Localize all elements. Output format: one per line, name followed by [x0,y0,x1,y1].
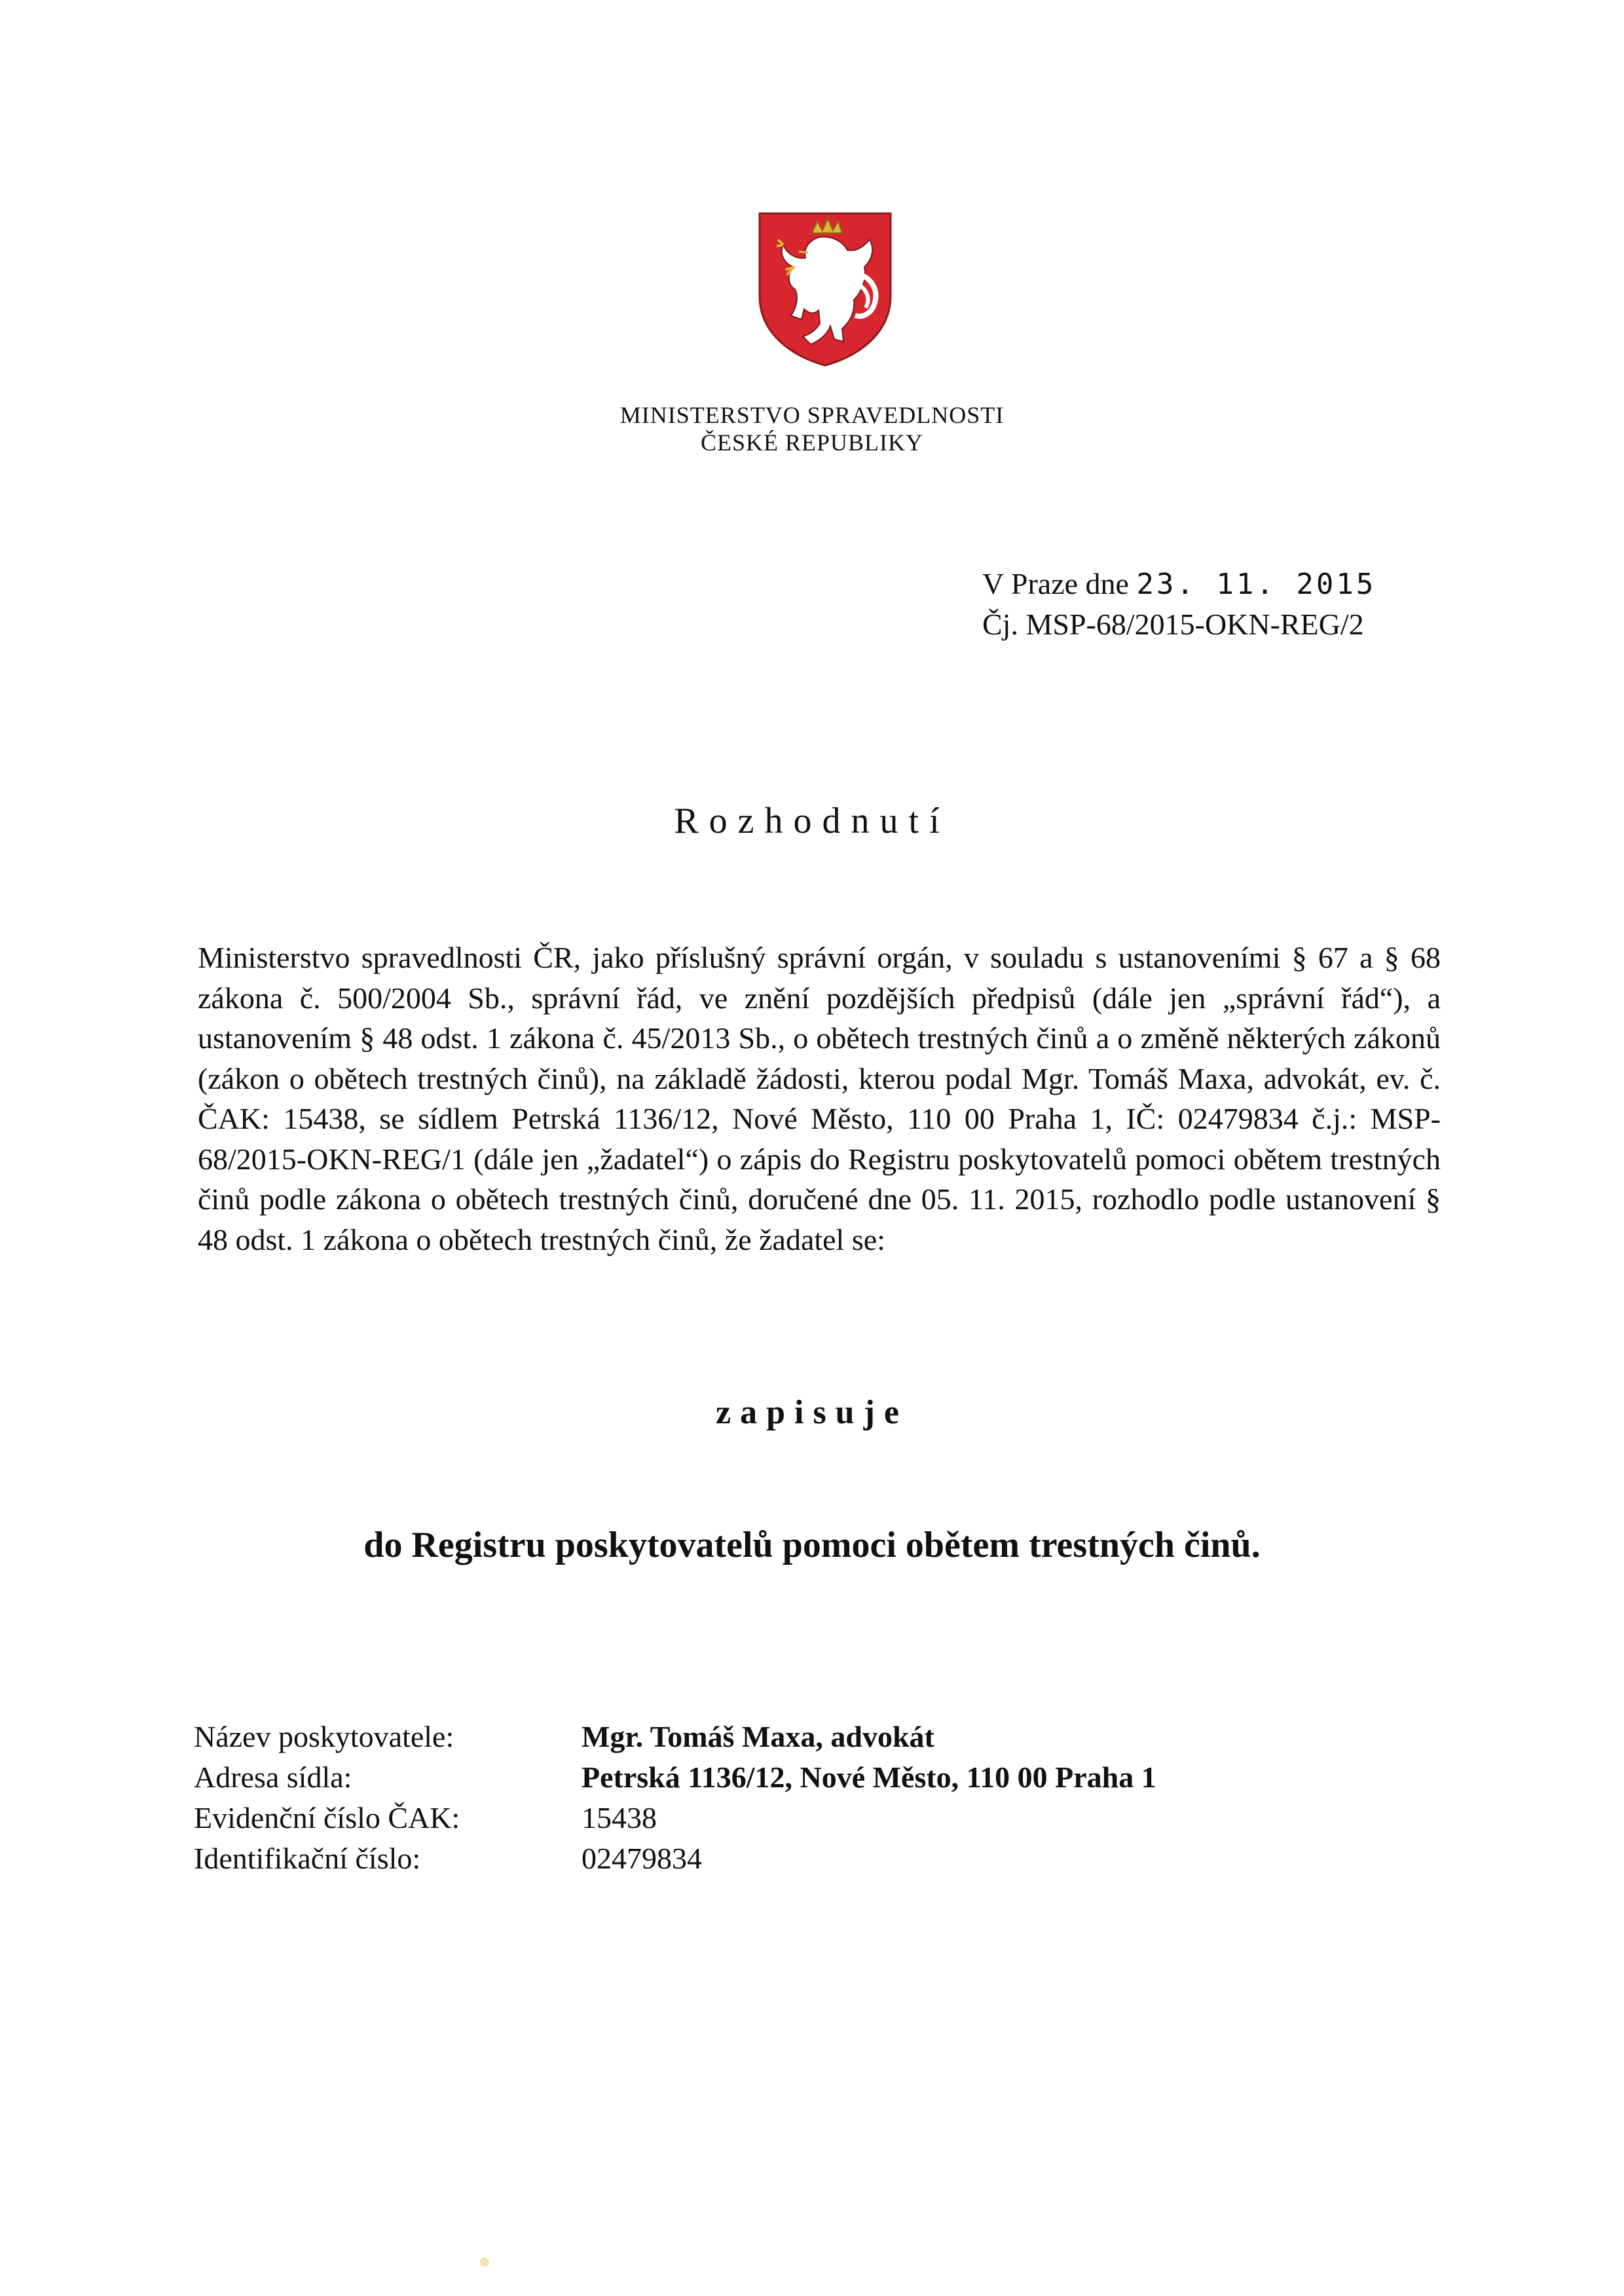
ministry-name-line1: MINISTERSTVO SPRAVEDLNOSTI [619,402,1005,428]
czech-coat-of-arms-icon [757,211,893,368]
ministry-name-line2: ČESKÉ REPUBLIKY [700,429,924,456]
provider-cak-label: Evidenční číslo ČAK: [194,1801,460,1834]
document-title: Rozhodnutí [674,801,950,841]
date-line [982,566,1376,603]
provider-cak-value: 15438 [581,1801,657,1834]
provider-name-value: Mgr. Tomáš Maxa, advokát [581,1720,934,1753]
provider-ico-label: Identifikační číslo: [194,1842,421,1875]
date-prefix: V Praze dne [982,567,1129,600]
register-line: do Registru poskytovatelů pomoci obětem trestných činů. [363,1525,1261,1565]
provider-ico-value: 02479834 [581,1842,702,1875]
reference-number: Čj. MSP-68/2015-OKN-REG/2 [982,608,1364,641]
date-stamp: 23. 11. 2015 [1136,568,1376,601]
provider-name-label: Název poskytovatele: [194,1720,454,1753]
provider-address-label: Adresa sídla: [194,1760,352,1794]
decision-body-text: Ministerstvo spravedlnosti ČR, jako příslušný správní orgán, v souladu s ustanoveními § 67 a § 68 zákona č. 500/2004 Sb., správní řád, ve znění pozdějších předpisů (dále jen „správní řád“), a ustanovením § 48 odst. 1 zákona č. 45/2013 Sb., o obětech trestných činů a o změně některých zákonů (zákon o obětech trestných činů), na základě žádosti, kterou podal Mgr. Tomáš Maxa, advokát, ev. č. ČAK: 15438, se sídlem Petrská 1136/12, Nové Město, 110 00 Praha 1, IČ: 02479834 č.j.: MSP-68/2015-OKN-REG/1 (dále jen „žadatel“) o zápis do Registru poskytovatelů pomoci obětem trestných činů podle zákona o obětech trestných činů, doručené dne 05. 11. 2015, rozhodlo podle ustanovení § 48 odst. 1 zákona o obětech trestných činů, že žadatel se: [198,941,1441,1256]
decision-verb: zapisuje [716,1394,908,1431]
scan-speck [480,2257,489,2267]
provider-address-value: Petrská 1136/12, Nové Město, 110 00 Praha 1 [581,1760,1156,1794]
